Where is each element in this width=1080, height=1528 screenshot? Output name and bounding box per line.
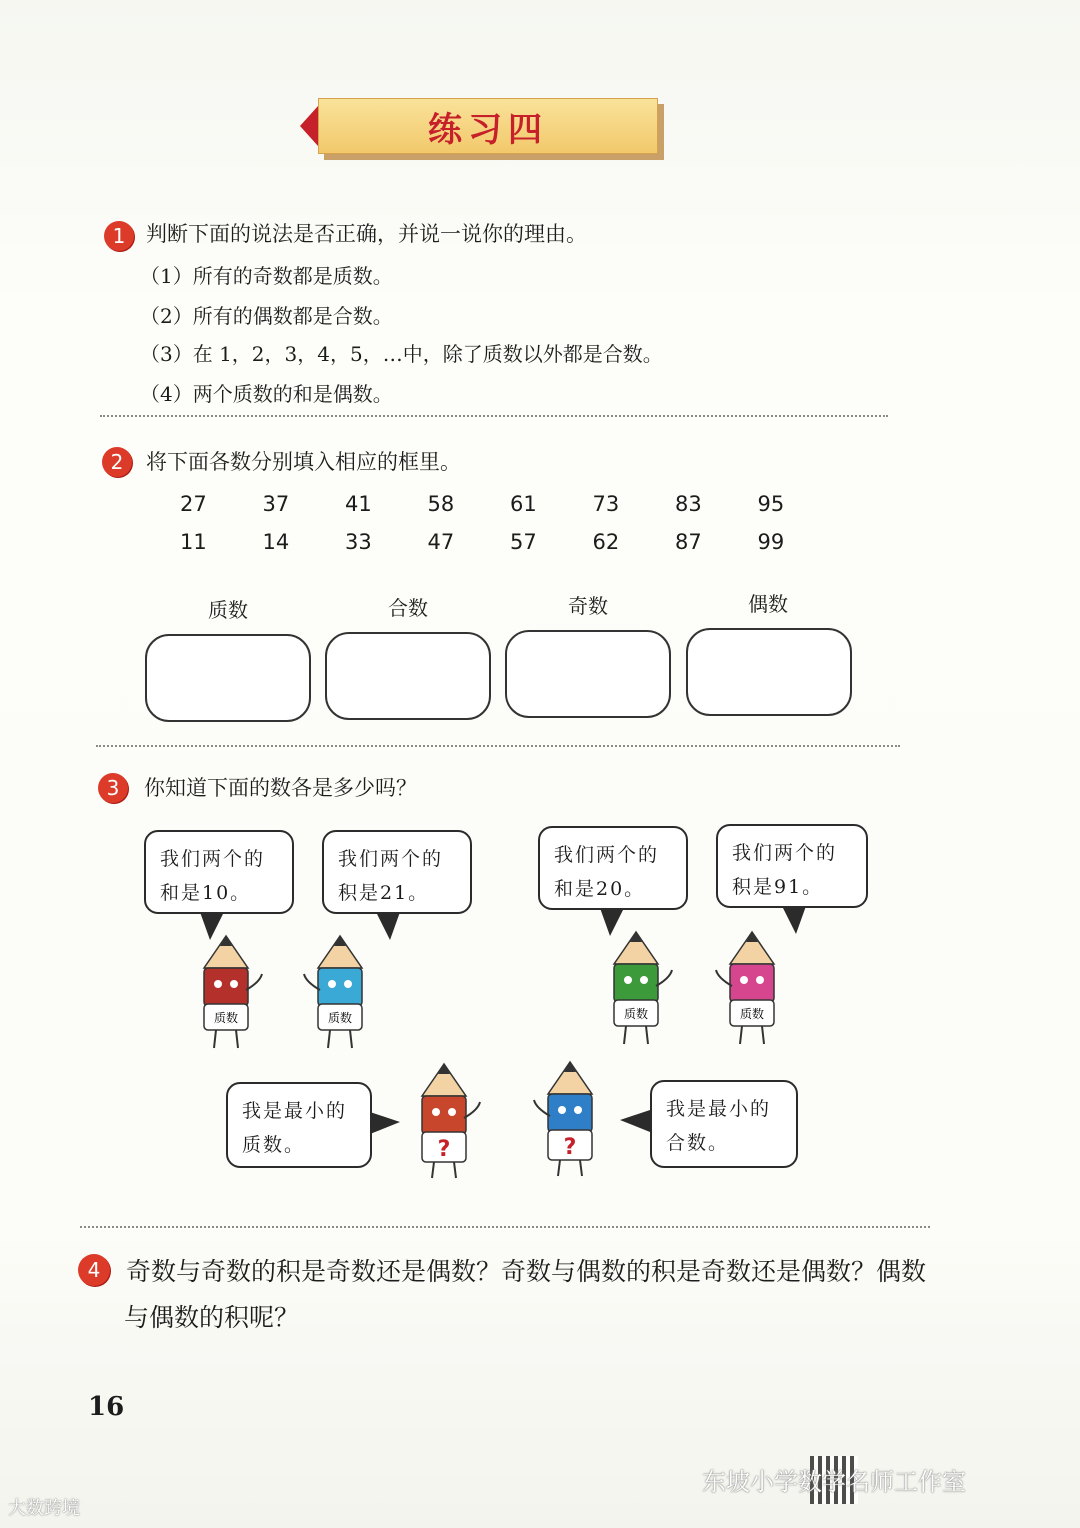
number-cell: 87 (675, 530, 702, 554)
bubble-line: 我是最小的 (242, 1100, 348, 1122)
page-number: 16 (88, 1392, 125, 1422)
number-cell: 37 (262, 492, 290, 516)
number-grid (180, 492, 840, 568)
prime-answer-box[interactable] (145, 634, 311, 722)
bubble-line: 质数。 (242, 1134, 306, 1156)
question-1-prompt: 判断下面的说法是否正确，并说一说你的理由。 (146, 222, 587, 246)
pencil-label: 质数 (213, 1011, 239, 1025)
bubble-line: 我们两个的 (338, 848, 444, 870)
pencil-body (614, 964, 658, 1002)
number-cell: 73 (592, 492, 620, 516)
number-cell: 61 (510, 492, 537, 516)
number-cell: 41 (345, 492, 372, 516)
speech-bubble-smallest-composite (650, 1080, 798, 1168)
composite-answer-box[interactable] (325, 632, 491, 720)
question-4-line-2: 与偶数的积呢？ (124, 1303, 300, 1332)
watermark-left: 大数跨境 (8, 1498, 80, 1519)
pencil-character-icon (300, 934, 380, 1054)
pencil-label: 质数 (739, 1007, 765, 1021)
pencil-character-icon (596, 930, 676, 1050)
number-cell: 27 (180, 492, 207, 516)
pencil-body (204, 968, 248, 1006)
question-number-2: 2 (102, 447, 132, 477)
bubble-line: 和是20。 (554, 878, 646, 900)
bubble-tail (370, 1112, 400, 1134)
number-cell: 11 (180, 530, 207, 554)
question-3-prompt: 你知道下面的数各是多少吗？ (144, 776, 417, 800)
box-label-composite: 合数 (388, 596, 428, 620)
question-4-line-1: 奇数与奇数的积是奇数还是偶数？奇数与偶数的积是奇数还是偶数？偶数 (126, 1257, 927, 1286)
speech-bubble-sum-10 (144, 830, 294, 914)
speech-bubble-smallest-prime (226, 1082, 372, 1168)
question-number-4: 4 (78, 1254, 110, 1286)
divider (96, 745, 900, 747)
pencil-body (730, 964, 774, 1002)
pencil-character-icon (712, 930, 792, 1050)
bubble-line: 我是最小的 (666, 1098, 772, 1120)
question-number-3: 3 (98, 773, 128, 803)
question-1-item-4: （4）两个质数的和是偶数。 (140, 382, 393, 406)
divider (100, 415, 888, 417)
number-cell: 99 (757, 530, 785, 554)
number-row-2 (180, 530, 840, 568)
number-cell: 14 (262, 530, 290, 554)
number-cell: 62 (592, 530, 620, 554)
bubble-line: 和是10。 (160, 882, 252, 904)
question-2-prompt: 将下面各数分别填入相应的框里。 (146, 450, 461, 474)
number-cell: 33 (345, 530, 372, 554)
box-label-prime: 质数 (208, 598, 248, 622)
pencil-label: 质数 (623, 1007, 649, 1021)
bubble-line: 积是91。 (732, 876, 824, 898)
question-1-item-3: （3）在 1，2，3，4，5，…中，除了质数以外都是合数。 (140, 342, 663, 366)
even-answer-box[interactable] (686, 628, 852, 716)
speech-bubble-sum-20 (538, 826, 688, 910)
bubble-line: 合数。 (666, 1132, 730, 1154)
banner-body (318, 98, 658, 154)
box-label-odd: 奇数 (568, 594, 608, 618)
speech-bubble-product-21 (322, 830, 472, 914)
bubble-tail (620, 1110, 650, 1132)
question-1-item-1: （1）所有的奇数都是质数。 (140, 264, 393, 288)
watermark-right: 东坡小学数学名师工作室 (702, 1468, 966, 1496)
bubble-line: 积是21。 (338, 882, 430, 904)
pencil-label: 质数 (327, 1011, 353, 1025)
bubble-line: 我们两个的 (732, 842, 838, 864)
pencil-body (548, 1094, 592, 1132)
title-banner (318, 98, 666, 160)
banner-arrow-icon (300, 106, 318, 146)
bubble-line: 我们两个的 (160, 848, 266, 870)
odd-answer-box[interactable] (505, 630, 671, 718)
question-number-1: 1 (104, 221, 134, 251)
mystery-pencil-icon (404, 1062, 484, 1182)
bubble-line: 我们两个的 (554, 844, 660, 866)
number-row-1 (180, 492, 840, 530)
question-mark: ? (437, 1137, 451, 1162)
divider (80, 1226, 930, 1228)
number-cell: 57 (510, 530, 537, 554)
number-cell: 58 (427, 492, 455, 516)
number-cell: 47 (427, 530, 455, 554)
number-cell: 95 (757, 492, 785, 516)
page-title: 练习四 (428, 109, 548, 150)
question-mark: ? (563, 1135, 577, 1160)
pencil-character-icon (186, 934, 266, 1054)
speech-bubble-product-91 (716, 824, 868, 908)
question-1-item-2: （2）所有的偶数都是合数。 (140, 304, 393, 328)
box-label-even: 偶数 (748, 592, 788, 616)
pencil-body (422, 1096, 466, 1134)
pencil-body (318, 968, 362, 1006)
mystery-pencil-icon (530, 1060, 610, 1180)
number-cell: 83 (675, 492, 702, 516)
